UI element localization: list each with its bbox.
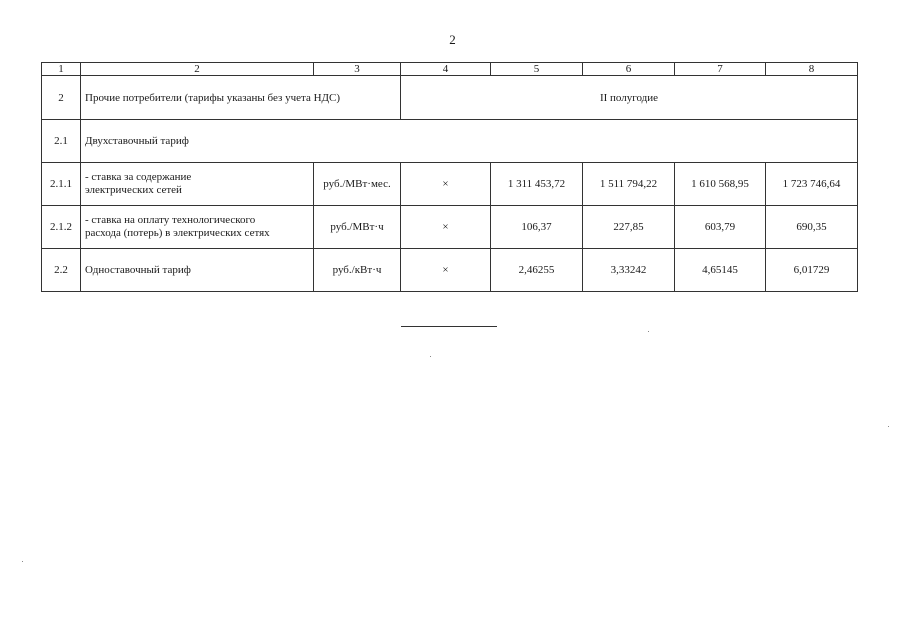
scan-speck [648,331,649,332]
column-header: 6 [583,63,675,76]
row-number: 2 [42,76,81,120]
cell-value: 1 610 568,95 [675,163,766,206]
tariff-type: Двухставочный тариф [81,120,858,163]
scan-speck [888,426,889,427]
scan-speck [430,356,431,357]
cell-value: 227,85 [583,206,675,249]
table-row [42,120,858,163]
rate-description-line: - ставка за содержание [85,171,192,183]
table-row [42,249,858,292]
scan-speck [22,561,23,562]
column-number-row [42,63,858,76]
unit: руб./МВт·ч [314,206,401,249]
cell-value: 6,01729 [766,249,858,292]
cell-value: 603,79 [675,206,766,249]
column-header: 8 [766,63,858,76]
separator-line [401,326,497,327]
consumer-group: Прочие потребители (тарифы указаны без учета НДС) [81,76,401,120]
cell-value: 690,35 [766,206,858,249]
column-header: 1 [42,63,81,76]
period-label: II полугодие [401,76,858,120]
rate-description [81,206,314,249]
column-header: 4 [401,63,491,76]
cell-value: 106,37 [491,206,583,249]
cell-value: 3,33242 [583,249,675,292]
cell-value: 1 511 794,22 [583,163,675,206]
cell-value: × [401,163,491,206]
cell-value: 4,65145 [675,249,766,292]
rate-description-line: - ставка на оплату технологического [85,214,256,226]
rate-description-line: электрических сетей [85,184,182,196]
cell-value: × [401,206,491,249]
column-header: 2 [81,63,314,76]
row-number: 2.2 [42,249,81,292]
tariff-table [41,62,858,292]
row-number: 2.1 [42,120,81,163]
column-header: 7 [675,63,766,76]
column-header: 3 [314,63,401,76]
cell-value: 1 723 746,64 [766,163,858,206]
cell-value: × [401,249,491,292]
page-number: 2 [449,32,456,47]
tariff-type: Одноставочный тариф [81,249,314,292]
row-number: 2.1.1 [42,163,81,206]
rate-description-line: расхода (потерь) в электрических сетях [85,227,270,239]
cell-value: 1 311 453,72 [491,163,583,206]
table-row [42,76,858,120]
cell-value: 2,46255 [491,249,583,292]
rate-description [81,163,314,206]
unit: руб./МВт·мес. [314,163,401,206]
unit: руб./кВт·ч [314,249,401,292]
table-row [42,163,858,206]
row-number: 2.1.2 [42,206,81,249]
column-header: 5 [491,63,583,76]
table-row [42,206,858,249]
